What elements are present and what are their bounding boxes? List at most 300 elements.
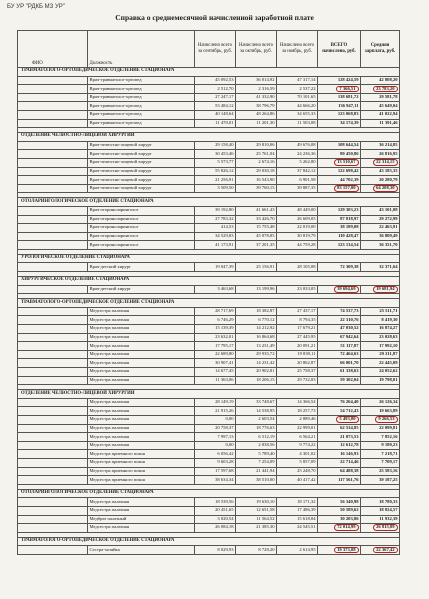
fio-cell	[18, 325, 88, 334]
table-row	[18, 206, 400, 215]
november-cell: 30 819,79	[277, 232, 318, 241]
circled-value: 83 157,00	[334, 185, 358, 192]
fio-cell	[18, 498, 88, 507]
circled-value: 5 493,00	[336, 416, 358, 423]
column-header-september: Начислено всего за сентябрь, руб.	[195, 31, 236, 68]
average-cell: 7 218,71	[361, 450, 400, 459]
september-cell: 18 539,56	[195, 498, 236, 507]
table-row	[18, 316, 400, 325]
fio-cell	[18, 102, 88, 111]
fio-cell	[18, 76, 88, 85]
average-cell: 36 809,49	[361, 232, 400, 241]
average-cell: 25 583,16	[361, 467, 400, 476]
average-cell	[361, 85, 400, 94]
position-cell: Сестра-хозяйка	[88, 546, 195, 555]
september-cell: 21 915,26	[195, 407, 236, 416]
average-cell: 8 419,30	[361, 316, 400, 325]
september-cell: 0,00	[195, 441, 236, 450]
november-cell: 47 317,14	[277, 76, 318, 85]
november-cell: 44 759,28	[277, 241, 318, 250]
document-title: Справка о среднемесячной начисленной заработной плате	[115, 13, 314, 22]
position-cell: Медсестра палатная	[88, 415, 195, 424]
total-cell	[318, 85, 361, 94]
november-cell: 4 301,02	[277, 450, 318, 459]
position-cell: Медсестра приемного покоя	[88, 476, 195, 485]
table-row	[18, 415, 400, 424]
fio-cell	[18, 424, 88, 433]
november-cell: 23 033,05	[277, 285, 318, 294]
table-header-row	[18, 31, 400, 68]
september-cell: 29 158,40	[195, 141, 236, 150]
department-section-row	[18, 489, 400, 498]
total-cell: 62 534,85	[318, 424, 361, 433]
column-header-october: Начислено всего за октябрь, руб.	[236, 31, 277, 68]
total-cell: 74 537,73	[318, 307, 361, 316]
average-cell: 19 663,89	[361, 407, 400, 416]
position-cell: Медсестра палатная	[88, 342, 195, 351]
average-cell: 45 649,04	[361, 102, 400, 111]
fio-cell	[18, 398, 88, 407]
fio-cell	[18, 206, 88, 215]
average-cell: 41 022,94	[361, 110, 400, 119]
table-row	[18, 167, 400, 176]
department-title: ОТОЛАРИНГОЛОГИЧЕСКОЕ ОТДЕЛЕНИЕ СТАЦИОНАРА	[18, 489, 400, 498]
total-cell	[318, 546, 361, 555]
november-cell: 28 105,08	[277, 263, 318, 272]
total-cell: 59 302,04	[318, 376, 361, 385]
fio-cell	[18, 368, 88, 377]
table-row	[18, 506, 400, 515]
october-cell: 41 332,90	[236, 93, 277, 102]
total-cell: 16 146,93	[318, 450, 361, 459]
department-title: ОТДЕЛЕНИЕ ЧЕЛЮСТНО-ЛИЦЕВОЙ ХИРУРГИИ	[18, 390, 400, 399]
october-cell: 13 231,49	[236, 342, 277, 351]
position-cell: Врач-челюстно-лицевой хирург	[88, 158, 195, 167]
table-row	[18, 307, 400, 316]
fio-cell	[18, 184, 88, 193]
fio-cell	[18, 241, 88, 250]
october-cell: 11 201,30	[236, 119, 277, 128]
table-row	[18, 241, 400, 250]
october-cell: 21 385,30	[236, 524, 277, 533]
department-section-row	[18, 390, 400, 399]
fio-cell	[18, 224, 88, 233]
november-cell: 49 676,08	[277, 141, 318, 150]
column-header-november: Начислено всего за ноябрь, руб.	[277, 31, 318, 68]
table-row	[18, 263, 400, 272]
september-cell: 3 020,54	[195, 515, 236, 524]
total-cell: 51 117,87	[318, 342, 361, 351]
organization-name: БУ УР "РДКБ МЗ УР"	[7, 4, 65, 10]
average-cell: 25 511,71	[361, 307, 400, 316]
average-cell: 22 463,91	[361, 224, 400, 233]
table-row	[18, 141, 400, 150]
table-row	[18, 433, 400, 442]
fio-cell	[18, 433, 88, 442]
october-cell: 6 770,12	[236, 316, 277, 325]
average-cell: 19 798,01	[361, 376, 400, 385]
average-cell: 7 709,17	[361, 458, 400, 467]
position-cell: Медсестра палатная	[88, 398, 195, 407]
average-cell: 26 126,34	[361, 398, 400, 407]
november-cell: 2 614,95	[277, 546, 318, 555]
average-cell	[361, 546, 400, 555]
total-cell	[318, 184, 361, 193]
september-cell: 20 451,65	[195, 506, 236, 515]
table-row	[18, 176, 400, 185]
total-cell: 50 589,62	[318, 506, 361, 515]
september-cell: 17 597,68	[195, 467, 236, 476]
fio-cell	[18, 93, 88, 102]
position-cell: Врач-оториноларинголог	[88, 206, 195, 215]
circled-value: 64 208,30	[373, 185, 397, 192]
september-cell: 27 783,32	[195, 215, 236, 224]
circled-value: 7 366,51	[336, 86, 358, 93]
table-row	[18, 407, 400, 416]
fio-cell	[18, 263, 88, 272]
total-cell	[318, 285, 361, 294]
salary-table	[17, 30, 400, 555]
september-cell: 17 795,17	[195, 342, 236, 351]
october-cell: 19 630,10	[236, 498, 277, 507]
november-cell: 17 486,39	[277, 506, 318, 515]
total-cell: 66 001,70	[318, 359, 361, 368]
position-cell: Врач-травматолог-ортопед	[88, 93, 195, 102]
october-cell: 11 564,52	[236, 515, 277, 524]
position-cell: Врач-челюстно-лицевой хирург	[88, 150, 195, 159]
table-row	[18, 424, 400, 433]
november-cell: 2 889,46	[277, 415, 318, 424]
fio-cell	[18, 333, 88, 342]
september-cell: 30 907,41	[195, 359, 236, 368]
average-cell: 22 445,09	[361, 359, 400, 368]
position-cell: Врач-детский хирург	[88, 285, 195, 294]
position-cell: Врач-детский хирург	[88, 263, 195, 272]
table-row	[18, 76, 400, 85]
table-body	[18, 68, 400, 555]
position-cell: Медсестра палатная	[88, 407, 195, 416]
november-cell: 11 503,08	[277, 119, 318, 128]
october-cell: 7 254,09	[236, 458, 277, 467]
average-cell: 11 932,39	[361, 515, 400, 524]
department-title: ТРАВМАТОЛОГО-ОРТОПЕДИЧЕСКОЕ ОТДЕЛЕНИЕ СТАЦИОНАРА	[18, 299, 400, 308]
position-cell: Медсестра палатная	[88, 316, 195, 325]
average-cell: 29 581,78	[361, 93, 400, 102]
total-cell: 44 702,39	[318, 176, 361, 185]
september-cell: 28 717,69	[195, 307, 236, 316]
table-row	[18, 285, 400, 294]
september-cell: 11 363,06	[195, 376, 236, 385]
october-cell: 21 441,94	[236, 467, 277, 476]
fio-cell	[18, 167, 88, 176]
fio-cell	[18, 350, 88, 359]
october-cell: 2 674,16	[236, 158, 277, 167]
table-row	[18, 110, 400, 119]
october-cell: 18 776,63	[236, 424, 277, 433]
total-cell: 34 174,39	[318, 119, 361, 128]
fio-cell	[18, 467, 88, 476]
table-row	[18, 458, 400, 467]
department-section-row	[18, 277, 400, 286]
november-cell: 34 655,33	[277, 110, 318, 119]
position-cell: Медсестра приемного покоя	[88, 467, 195, 476]
average-cell: 36 214,85	[361, 141, 400, 150]
september-cell: 21 256,91	[195, 176, 236, 185]
november-cell: 2 537,22	[277, 85, 318, 94]
fio-cell	[18, 141, 88, 150]
october-cell: 15 755,48	[236, 224, 277, 233]
position-cell: Медсестра приемного покоя	[88, 450, 195, 459]
fio-cell	[18, 110, 88, 119]
circled-value: 39 694,69	[334, 286, 358, 293]
fio-cell	[18, 119, 88, 128]
position-cell: Медсестра палатная	[88, 441, 195, 450]
fio-cell	[18, 307, 88, 316]
total-cell: 87 818,97	[318, 215, 361, 224]
total-cell: 110 428,47	[318, 232, 361, 241]
table-row	[18, 215, 400, 224]
average-cell: 24 052,62	[361, 368, 400, 377]
september-cell: 15 139,39	[195, 325, 236, 334]
table-row	[18, 450, 400, 459]
total-cell: 129 303,23	[318, 206, 361, 215]
november-cell: 39 887,35	[277, 184, 318, 193]
september-cell: 40 148,64	[195, 110, 236, 119]
total-cell: 56 340,98	[318, 498, 361, 507]
october-cell: 25 156,91	[236, 263, 277, 272]
table-row	[18, 232, 400, 241]
october-cell: 39 760,15	[236, 184, 277, 193]
november-cell: 24 236,36	[277, 150, 318, 159]
november-cell: 19 839,11	[277, 350, 318, 359]
fio-cell	[18, 441, 88, 450]
department-section-row	[18, 299, 400, 308]
average-cell: 20 280,79	[361, 176, 400, 185]
average-cell: 26 816,95	[361, 150, 400, 159]
average-cell: 11 391,46	[361, 119, 400, 128]
october-cell: 14 231,42	[236, 359, 277, 368]
table-row	[18, 515, 400, 524]
table-row	[18, 150, 400, 159]
october-cell: 37 201,35	[236, 241, 277, 250]
september-cell: 6 746,29	[195, 316, 236, 325]
total-cell	[318, 415, 361, 424]
november-cell: 17 679,21	[277, 325, 318, 334]
table-row	[18, 350, 400, 359]
november-cell: 70 101,65	[277, 93, 318, 102]
position-cell: Врач-оториноларинголог	[88, 241, 195, 250]
september-cell: 34 529,83	[195, 232, 236, 241]
september-cell: 22 689,80	[195, 350, 236, 359]
table-row	[18, 376, 400, 385]
position-cell: Медбрат палатный	[88, 515, 195, 524]
october-cell: 2 838,56	[236, 441, 277, 450]
table-row	[18, 368, 400, 377]
table-row	[18, 467, 400, 476]
table-row	[18, 93, 400, 102]
total-cell: 123 134,54	[318, 241, 361, 250]
september-cell: 19 047,39	[195, 263, 236, 272]
september-cell: 20 758,37	[195, 424, 236, 433]
table-row	[18, 498, 400, 507]
october-cell: 5 789,40	[236, 450, 277, 459]
circled-value: 26 815,89	[373, 524, 397, 531]
october-cell: 33 426,70	[236, 215, 277, 224]
total-cell: 76 264,40	[318, 398, 361, 407]
department-section-row	[18, 68, 400, 77]
department-section-row	[18, 254, 400, 263]
average-cell	[361, 158, 400, 167]
position-cell: Медсестра палатная	[88, 307, 195, 316]
table-row	[18, 102, 400, 111]
department-title: УРОЛОГИЧЕСКОЕ ОТДЕЛЕНИЕ СТАЦИОНАРА	[18, 254, 400, 263]
september-cell: 7 997,13	[195, 433, 236, 442]
circled-value: 19 681,94	[373, 286, 397, 293]
september-cell: 39 192,80	[195, 206, 236, 215]
position-cell: Медсестра палатная	[88, 376, 195, 385]
total-cell: 72 464,63	[318, 350, 361, 359]
october-cell: 29 030,18	[236, 167, 277, 176]
position-cell: Врач-челюстно-лицевой хирург	[88, 176, 195, 185]
total-cell: 123 068,83	[318, 110, 361, 119]
october-cell: 33 748,67	[236, 398, 277, 407]
table-row	[18, 333, 400, 342]
department-section-row	[18, 198, 400, 207]
average-cell: 16 874,27	[361, 325, 400, 334]
total-cell: 122 698,42	[318, 167, 361, 176]
september-cell: 28 149,19	[195, 398, 236, 407]
november-cell: 6 564,21	[277, 433, 318, 442]
position-cell: Врач-травматолог-ортопед	[88, 102, 195, 111]
average-cell: 43 101,08	[361, 206, 400, 215]
total-cell: 12 612,78	[318, 441, 361, 450]
department-title: ХИРУРГИЧЕСКОЕ ОТДЕЛЕНИЕ СТАЦИОНАРА	[18, 277, 400, 286]
table-row	[18, 184, 400, 193]
september-cell: 41 173,91	[195, 241, 236, 250]
department-section-row	[18, 133, 400, 142]
fio-cell	[18, 316, 88, 325]
october-cell: 16 864,68	[236, 333, 277, 342]
september-cell: 55 826,12	[195, 167, 236, 176]
september-cell: 14 677,45	[195, 368, 236, 377]
november-cell: 5 857,09	[277, 458, 318, 467]
october-cell: 29 935,72	[236, 350, 277, 359]
september-cell: 0,00	[195, 415, 236, 424]
position-cell: Врач-травматолог-ортопед	[88, 119, 195, 128]
table-row	[18, 441, 400, 450]
november-cell: 25 248,70	[277, 467, 318, 476]
fio-cell	[18, 415, 88, 424]
october-cell: 41 661,43	[236, 206, 277, 215]
september-cell: 38 634,34	[195, 476, 236, 485]
november-cell: 22 999,01	[277, 424, 318, 433]
fio-cell	[18, 515, 88, 524]
october-cell: 13 199,96	[236, 285, 277, 294]
fio-cell	[18, 506, 88, 515]
table-row	[18, 546, 400, 555]
fio-cell	[18, 524, 88, 533]
september-cell: 53 484,12	[195, 102, 236, 111]
september-cell: 3 509,50	[195, 184, 236, 193]
circled-value: 9 266,53	[375, 416, 397, 423]
average-cell: 32 371,64	[361, 263, 400, 272]
october-cell: 12 651,58	[236, 506, 277, 515]
table-row	[18, 224, 400, 233]
november-cell: 18 171,32	[277, 498, 318, 507]
november-cell: 8 794,35	[277, 316, 318, 325]
department-section-row	[18, 537, 400, 546]
november-cell: 40 417,42	[277, 476, 318, 485]
total-cell: 38 189,08	[318, 224, 361, 233]
circled-value: 22 314,15	[373, 159, 397, 166]
circled-value: 22 367,42	[373, 547, 397, 554]
september-cell: 26 084,18	[195, 524, 236, 533]
october-cell: 14 212,92	[236, 325, 277, 334]
total-cell: 67 942,64	[318, 333, 361, 342]
september-cell: 27 247,17	[195, 93, 236, 102]
november-cell: 15 618,84	[277, 515, 318, 524]
fio-cell	[18, 407, 88, 416]
october-cell: 38 510,00	[236, 476, 277, 485]
average-cell	[361, 285, 400, 294]
total-cell: 128 424,59	[318, 76, 361, 85]
october-cell: 6 512,19	[236, 433, 277, 442]
november-cell: 5 262,80	[277, 158, 318, 167]
september-cell: 45 092,53	[195, 76, 236, 85]
average-cell: 23 028,63	[361, 333, 400, 342]
column-header-average: Средняя зарплата, руб.	[361, 31, 400, 68]
position-cell: Медсестра палатная	[88, 506, 195, 515]
september-cell: 30 453,46	[195, 150, 236, 159]
total-cell: 64 488,38	[318, 467, 361, 476]
table-row	[18, 359, 400, 368]
october-cell: 2 316,59	[236, 85, 277, 94]
september-cell: 3 463,68	[195, 285, 236, 294]
october-cell: 16 543,90	[236, 176, 277, 185]
table-row	[18, 119, 400, 128]
average-cell: 36 351,70	[361, 241, 400, 250]
table-row	[18, 398, 400, 407]
total-cell: 108 644,54	[318, 141, 361, 150]
circled-value: 72 014,99	[334, 524, 358, 531]
position-cell: Врач-оториноларинголог	[88, 232, 195, 241]
september-cell: 9 603,28	[195, 458, 236, 467]
position-cell: Медсестра палатная	[88, 350, 195, 359]
total-cell	[318, 524, 361, 533]
average-cell: 29 211,87	[361, 350, 400, 359]
position-cell: Медсестра палатная	[88, 424, 195, 433]
position-cell: Врач-челюстно-лицевой хирург	[88, 184, 195, 193]
total-cell: 117 561,76	[318, 476, 361, 485]
position-cell: Врач-травматолог-ортопед	[88, 110, 195, 119]
column-header-fio: ФИО	[18, 31, 88, 68]
fio-cell	[18, 450, 88, 459]
november-cell: 24 545,51	[277, 524, 318, 533]
average-cell: 42 808,20	[361, 76, 400, 85]
table-row	[18, 342, 400, 351]
total-cell: 72 309,38	[318, 263, 361, 272]
fio-cell	[18, 458, 88, 467]
position-cell: Медсестра палатная	[88, 433, 195, 442]
total-cell: 54 712,43	[318, 407, 361, 416]
september-cell: 5 573,77	[195, 158, 236, 167]
average-cell	[361, 524, 400, 533]
fio-cell	[18, 359, 88, 368]
november-cell: 20 862,87	[277, 359, 318, 368]
october-cell: 48 264,86	[236, 110, 277, 119]
position-cell: Медсестра палатная	[88, 524, 195, 533]
fio-cell	[18, 158, 88, 167]
